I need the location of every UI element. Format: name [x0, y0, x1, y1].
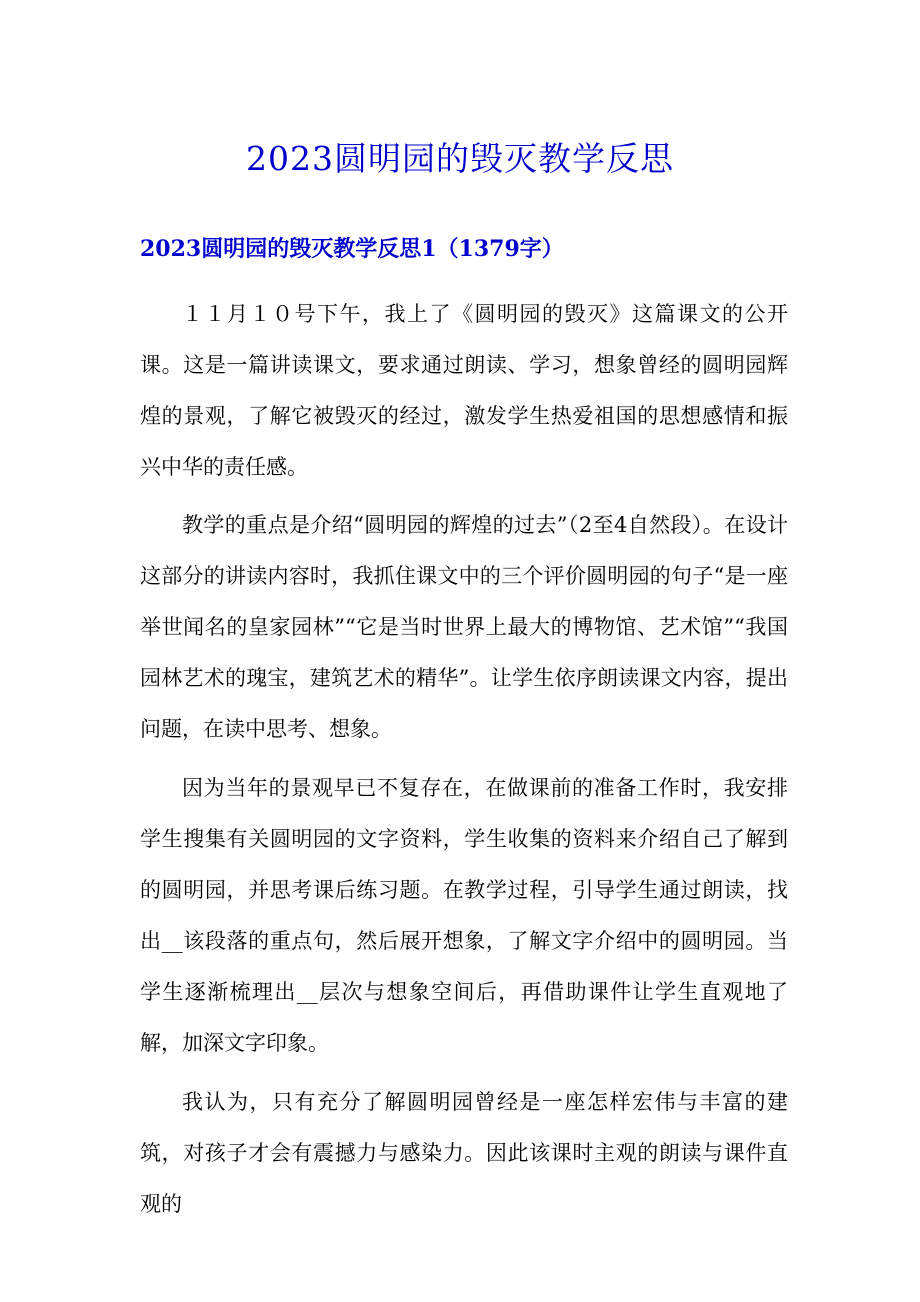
body-paragraph: 教学的重点是介绍“圆明园的辉煌的过去”（2至4自然段）。在设计这部分的讲读内容时，我抓住课文中的三个评价圆明园的句子“是一座举世闻名的皇家园林”“它是当时世界上最大的博物馆、艺术馆”“我国园林艺术的瑰宝，建筑艺术的精华”。让学生依序朗读课文内容，提出问题，在读中思考、想象。: [140, 513, 788, 741]
section-heading: 2023圆明园的毁灭教学反思1（1379字）: [140, 236, 564, 262]
body-paragraph: １１月１０号下午，我上了《圆明园的毁灭》这篇课文的公开课。这是一篇讲读课文，要求通过朗读、学习，想象曾经的圆明园辉煌的景观，了解它被毁灭的经过，激发学生热爱祖国的思想感情和振兴中华的责任感。: [140, 302, 788, 479]
body-paragraph: 因为当年的景观早已不复存在，在做课前的准备工作时，我安排学生搜集有关圆明园的文字资料，学生收集的资料来介绍自己了解到的圆明园，并思考课后练习题。在教学过程，引导学生通过朗读，找出__该段落的重点句，然后展开想象，了解文字介绍中的圆明园。当学生逐渐梳理出__层次与想象空间后，再借助课件让学生直观地了解，加深文字印象。: [140, 776, 788, 1055]
document-title: 2023圆明园的毁灭教学反思: [246, 139, 674, 178]
body-paragraph: 我认为，只有充分了解圆明园曾经是一座怎样宏伟与丰富的建筑，对孩子才会有震撼力与感染力。因此该课时主观的朗读与课件直观的: [140, 1090, 788, 1216]
